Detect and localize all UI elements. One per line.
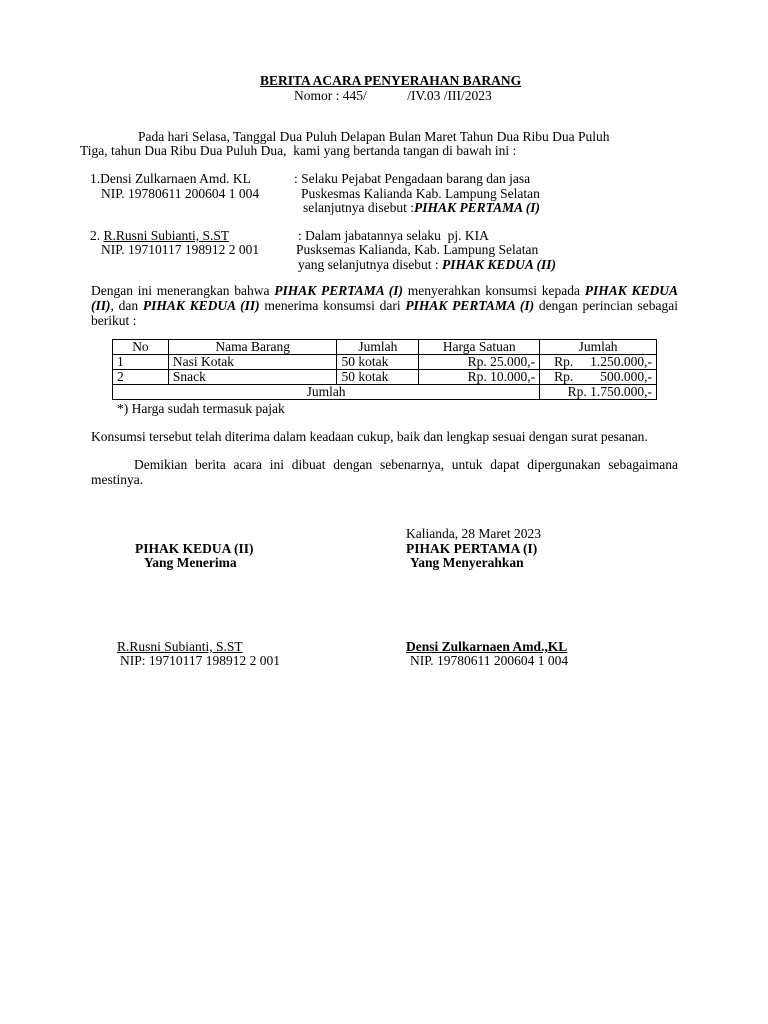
party-1-alias-line bbox=[303, 200, 540, 215]
cell-total bbox=[540, 355, 657, 370]
statement-text-3: , dan bbox=[110, 298, 143, 313]
cell-item: Nasi Kotak bbox=[168, 355, 337, 370]
statement-party-3: PIHAK KEDUA (II) bbox=[142, 298, 260, 313]
signature-left-nip: NIP: 19710117 198912 2 001 bbox=[120, 653, 281, 668]
header-qty: Jumlah bbox=[337, 340, 419, 355]
statement-text-1: Dengan ini menerangkan bahwa bbox=[91, 283, 275, 298]
closing-paragraph-2: Demikian berita acara ini dibuat dengan sebenarnya, untuk dapat dipergunakan sebagaimana mestinya. bbox=[91, 457, 678, 487]
place-date: Kalianda, 28 Maret 2023 bbox=[406, 526, 541, 541]
cell-total-amount: 1.250.000,- bbox=[590, 354, 652, 369]
statement-text-4: menerima konsumsi dari bbox=[259, 298, 406, 313]
cell-qty: 50 kotak bbox=[337, 355, 419, 370]
sum-label: Jumlah bbox=[113, 385, 540, 400]
statement-paragraph bbox=[91, 283, 678, 328]
items-table bbox=[112, 339, 657, 400]
cell-item: Snack bbox=[168, 370, 337, 385]
cell-price: Rp. 10.000,- bbox=[419, 370, 540, 385]
cell-no: 2 bbox=[113, 370, 169, 385]
signature-left-name: R.Rusni Subianti, S.ST bbox=[117, 639, 243, 654]
header-no: No bbox=[113, 340, 169, 355]
document-title: BERITA ACARA PENYERAHAN BARANG bbox=[260, 73, 522, 88]
sum-value: Rp. 1.750.000,- bbox=[540, 385, 657, 400]
cell-no: 1 bbox=[113, 355, 169, 370]
statement-party-4: PIHAK PERTAMA (I) bbox=[405, 298, 535, 313]
party-2-nip: NIP. 19710117 198912 2 001 bbox=[101, 242, 260, 257]
party-2-name-line bbox=[90, 228, 229, 243]
cell-total-currency: Rp. bbox=[554, 369, 574, 384]
signature-left-role: Yang Menerima bbox=[144, 555, 237, 570]
statement-party-1: PIHAK PERTAMA (I) bbox=[274, 283, 403, 298]
party-2-name: R.Rusni Subianti, S.ST bbox=[103, 228, 230, 243]
table-row bbox=[113, 370, 657, 385]
party-1-alias-prefix: selanjutnya disebut : bbox=[303, 200, 414, 215]
table-row bbox=[113, 355, 657, 370]
statement-text-5: dengan perincian sebagai berikut : bbox=[91, 298, 678, 328]
party-2-alias: PIHAK KEDUA (II) bbox=[441, 257, 557, 272]
signature-right-party: PIHAK PERTAMA (I) bbox=[406, 541, 538, 556]
signature-right-name: Densi Zulkarnaen Amd.,KL bbox=[406, 639, 568, 654]
header-price: Harga Satuan bbox=[419, 340, 540, 355]
header-total: Jumlah bbox=[540, 340, 657, 355]
statement-party-2: PIHAK KEDUA (II) bbox=[91, 283, 678, 313]
tax-note: *) Harga sudah termasuk pajak bbox=[117, 401, 285, 416]
party-1-office: Puskesmas Kalianda Kab. Lampung Selatan bbox=[301, 186, 540, 201]
party-2-number: 2. bbox=[90, 228, 104, 243]
party-2-role: : Dalam jabatannya selaku pj. KIA bbox=[298, 228, 489, 243]
party-2-alias-line bbox=[298, 257, 556, 272]
cell-price: Rp. 25.000,- bbox=[419, 355, 540, 370]
party-1-name: 1.Densi Zulkarnaen Amd. KL bbox=[90, 171, 251, 186]
party-2-office: Pusksemas Kalianda, Kab. Lampung Selatan bbox=[296, 242, 539, 257]
header-item: Nama Barang bbox=[168, 340, 337, 355]
table-sum-row bbox=[113, 385, 657, 400]
party-1-role: : Selaku Pejabat Pengadaan barang dan jasa bbox=[294, 171, 531, 186]
statement-text-2: menyerahkan konsumsi kepada bbox=[403, 283, 585, 298]
signature-right-nip: NIP. 19780611 200604 1 004 bbox=[410, 653, 569, 668]
cell-qty: 50 kotak bbox=[337, 370, 419, 385]
party-2-alias-prefix: yang selanjutnya disebut : bbox=[298, 257, 442, 272]
intro-line-2: Tiga, tahun Dua Ribu Dua Puluh Dua, kami yang bertanda tangan di bawah ini : bbox=[80, 143, 517, 158]
signature-left-party: PIHAK KEDUA (II) bbox=[135, 541, 254, 556]
signature-right-role: Yang Menyerahkan bbox=[410, 555, 524, 570]
party-1-alias: PIHAK PERTAMA (I) bbox=[413, 200, 541, 215]
document-number: Nomor : 445/ /IV.03 /III/2023 bbox=[294, 88, 492, 103]
cell-total-amount: 500.000,- bbox=[600, 369, 652, 384]
cell-total bbox=[540, 370, 657, 385]
cell-total-currency: Rp. bbox=[554, 354, 574, 369]
intro-line-1: Pada hari Selasa, Tanggal Dua Puluh Delapan Bulan Maret Tahun Dua Ribu Dua Puluh bbox=[138, 129, 610, 144]
party-1-nip: NIP. 19780611 200604 1 004 bbox=[101, 186, 260, 201]
closing-paragraph-1: Konsumsi tersebut telah diterima dalam keadaan cukup, baik dan lengkap sesuai dengan surat pesanan. bbox=[91, 429, 648, 444]
table-header-row bbox=[113, 340, 657, 355]
